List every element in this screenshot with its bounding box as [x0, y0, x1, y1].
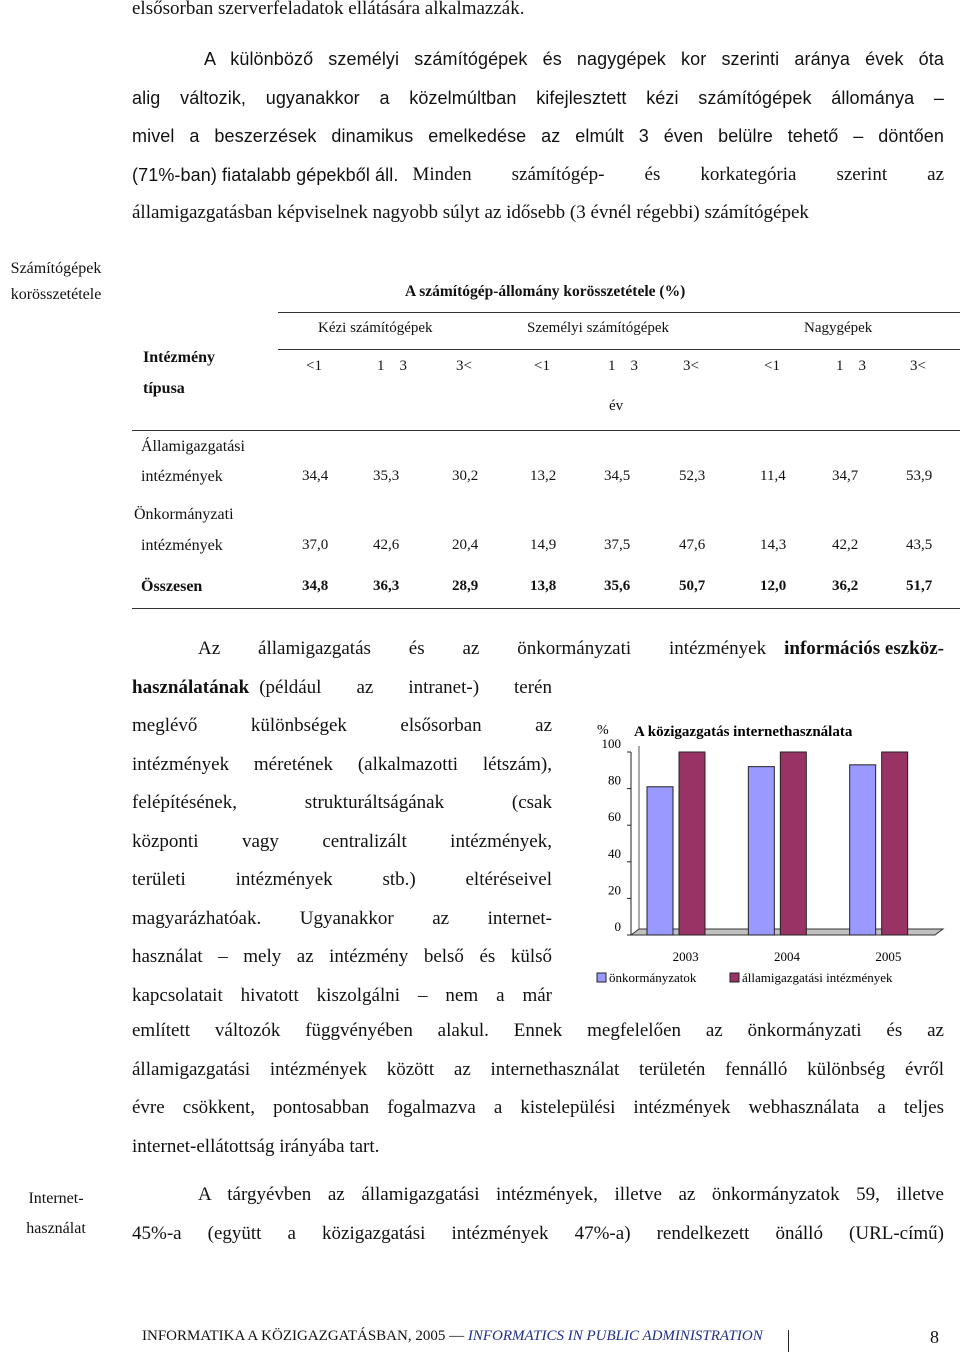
- table-cell-value: 11,4: [760, 468, 786, 484]
- footer-separator: [788, 1330, 789, 1352]
- para2-narrow-line-8: kapcsolatait hivatott kiszolgálni – nem a már: [132, 984, 552, 1006]
- table-cell-value: 37,0: [302, 537, 329, 553]
- chart-legend-swatch: [730, 973, 739, 982]
- margin-note-2-line-2: használat: [26, 1220, 86, 1237]
- top-line: [132, 0, 944, 29]
- table-cell-value: 36,3: [373, 578, 400, 594]
- table-cell-value: 43,5: [906, 537, 933, 553]
- row-label: intézmények: [141, 537, 223, 554]
- table-cell-value: 13,2: [530, 468, 557, 484]
- subheader-cell: 3<: [456, 358, 472, 374]
- footer-hungarian-title: INFORMATIKA A KÖZIGAZGATÁSBAN, 2005 —: [142, 1328, 465, 1344]
- para2-wide-line-4: internet-ellátottság irányába tart.: [132, 1135, 380, 1157]
- table-cell-value: 37,5: [604, 537, 631, 553]
- chart-y-tick-label: 20: [608, 882, 621, 898]
- chart-legend-swatch: [597, 973, 606, 982]
- margin-note-1-line-2: korösszetétele: [10, 286, 102, 303]
- chart-y-tick-label: 0: [614, 919, 621, 934]
- para1-line-1: A különböző személyi számítógépek és nagygépek kor szerinti aránya évek óta: [204, 49, 944, 69]
- table-cell-value: 53,9: [906, 468, 933, 484]
- row-label: Államigazgatási: [141, 438, 245, 455]
- para2-narrow-line-4: központi vagy centralizált intézmények,: [132, 830, 552, 852]
- para2-narrow-line-3: felépítésének, strukturáltságának (csak: [132, 792, 552, 813]
- paragraph-2: [132, 630, 944, 669]
- para2-line-1-plain: Az államigazgatás és az önkormányzati intézmények: [198, 638, 767, 659]
- chart-bar: [882, 752, 908, 935]
- para2-wide-line-2: államigazgatási intézmények között az internethasználat területén fennálló különbség évről: [132, 1058, 944, 1080]
- chart-x-tick-label: 2004: [774, 949, 800, 964]
- chart-x-tick-label: 2003: [672, 949, 699, 964]
- institution-header-line-1: Intézmény: [143, 349, 215, 366]
- para1-line-4-rest: Minden számítógép- és korkategória szerint az: [412, 163, 944, 185]
- subheader-cell: 1 3: [377, 358, 407, 374]
- chart-x-tick-label: 2005: [875, 949, 902, 964]
- subheader-cell: <1: [764, 358, 780, 374]
- chart-bar: [679, 752, 705, 935]
- para2-line-2-bold: használatának: [132, 676, 250, 698]
- subheader-cell: 3<: [910, 358, 926, 374]
- footer: [142, 1328, 763, 1345]
- chart-y-tick-label: 80: [608, 772, 621, 788]
- table-cell-value: 30,2: [452, 468, 479, 484]
- paragraph-2-wide-end: [132, 1012, 944, 1166]
- para2-line-1: [132, 630, 944, 669]
- table-cell-value: 34,5: [604, 468, 631, 484]
- para2-narrow-line-2: intézmények méretének (alkalmazotti létszám),: [132, 753, 552, 775]
- paragraph-2-narrow: [132, 669, 552, 1016]
- para2-line-1-bold: információs eszköz-: [784, 638, 944, 659]
- chart-title: A közigazgatás internethasználata: [634, 724, 853, 740]
- paragraph-1: [132, 40, 944, 233]
- institution-header-line-2: típusa: [143, 380, 185, 397]
- para2-narrow-line-6: magyarázhatóak. Ugyanakkor az internet-: [132, 907, 552, 929]
- footer-english-title: INFORMATICS IN PUBLIC ADMINISTRATION: [467, 1328, 763, 1344]
- institution-type-header: [143, 342, 215, 404]
- table-cell-value: 42,6: [373, 537, 400, 553]
- table-rule-3: [132, 430, 960, 431]
- chart-bar: [780, 752, 806, 935]
- page-number: 8: [930, 1327, 939, 1347]
- table-cell-value: 34,7: [832, 468, 859, 484]
- margin-note-1-line-1: Számítógépek: [10, 260, 102, 277]
- unit-label: év: [609, 398, 624, 414]
- para2-line-2: [132, 669, 552, 708]
- table-cell-value: 34,8: [302, 578, 329, 594]
- table-cell-value: 36,2: [832, 578, 859, 594]
- row-label: intézmények: [141, 468, 223, 485]
- para2-wide-line-3: évre csökkent, pontosabban fogalmazva a kistelepülési intézmények webhasználata a teljes: [132, 1097, 944, 1118]
- group-header-mainframe: Nagygépek: [804, 320, 873, 336]
- table-cell-value: 34,4: [302, 468, 329, 484]
- chart-y-tick-label: 100: [601, 736, 621, 751]
- chart-y-unit-label: %: [597, 723, 609, 738]
- table-cell-value: 50,7: [679, 578, 706, 594]
- table-cell-value: 35,3: [373, 468, 400, 484]
- para2-narrow-line-5: területi intézmények stb.) eltéréseivel: [132, 869, 552, 890]
- table-title: [405, 283, 685, 301]
- subheader-cell: <1: [534, 358, 550, 374]
- chart-legend: [597, 970, 893, 985]
- subheader-cell: 1 3: [836, 358, 866, 374]
- table-rule-1: [278, 312, 960, 313]
- subheader-cell: 1 3: [608, 358, 638, 374]
- para1-line-4-start: (71%-ban) fiatalabb gépekből áll.: [132, 164, 399, 185]
- paragraph-3: [132, 1176, 944, 1253]
- para3-line-2: 45%-a (együtt a közigazgatási intézmények 47%-a) rendelkezett önálló (URL-című): [132, 1222, 944, 1244]
- table-cell-value: 12,0: [760, 578, 787, 594]
- chart-bar: [850, 765, 876, 935]
- para2-wide-line-1: említett változók függvényében alakul. Ennek megfelelően az önkormányzati és az: [132, 1020, 944, 1041]
- table-cell-value: 47,6: [679, 537, 706, 553]
- chart-bar: [748, 767, 774, 935]
- para1-line-3: mivel a beszerzések dinamikus emelkedése az elmúlt 3 éven belülre tehető – döntően: [132, 126, 944, 146]
- para2-line-2-rest: (például az intranet-) terén: [259, 676, 552, 698]
- table-cell-value: 42,2: [832, 537, 859, 553]
- para1-line-4: [132, 156, 944, 195]
- chart-legend-label: államigazgatási intézmények: [742, 970, 893, 985]
- internet-usage-chart: [585, 712, 960, 997]
- table-cell-value: 20,4: [452, 537, 479, 553]
- table-cell-value: 51,7: [906, 578, 933, 594]
- para1-line-2: alig változik, ugyanakkor a közelmúltban kifejlesztett kézi számítógépek állománya –: [132, 87, 944, 108]
- margin-note-internet-use: [8, 1184, 104, 1244]
- group-header-handheld: Kézi számítógépek: [318, 320, 433, 336]
- table-title-text: A számítógép-állomány korösszetétele (%): [405, 283, 686, 300]
- table-cell-value: 13,8: [530, 578, 557, 594]
- table-cell-value: 14,3: [760, 537, 787, 553]
- table-cell-value: 28,9: [452, 578, 479, 594]
- table-rule-bottom: [132, 608, 960, 609]
- para2-narrow-line-7: használat – mely az intézmény belső és külső: [132, 946, 552, 967]
- top-line-text: elsősorban szerverfeladatok ellátására alkalmazzák.: [132, 0, 525, 19]
- para2-narrow-line-1: meglévő különbségek elsősorban az: [132, 715, 552, 736]
- margin-note-2-line-1: Internet-: [28, 1190, 84, 1207]
- para3-line-1: A tárgyévben az államigazgatási intézmények, illetve az önkormányzatok 59, illetve: [198, 1184, 944, 1205]
- subheader-cell: 3<: [683, 358, 699, 374]
- table-cell-value: 14,9: [530, 537, 557, 553]
- subheader-cell: <1: [306, 358, 322, 374]
- para1-line-5: államigazgatásban képviselnek nagyobb súlyt az idősebb (3 évnél régebbi) számítógépek: [132, 202, 809, 223]
- group-header-personal: Személyi számítógépek: [527, 320, 670, 336]
- row-label: Összesen: [141, 578, 203, 595]
- row-label: Önkormányzati: [134, 506, 234, 523]
- chart-bars: [647, 752, 908, 935]
- table-cell-value: 52,3: [679, 468, 706, 484]
- chart-legend-label: önkormányzatok: [609, 970, 697, 985]
- margin-note-computers-age: [0, 256, 112, 308]
- chart-y-tick-label: 60: [608, 809, 621, 825]
- table-cell-value: 35,6: [604, 578, 631, 594]
- chart-bar: [647, 787, 673, 935]
- chart-y-tick-label: 40: [608, 845, 621, 861]
- table-rule-2: [278, 349, 960, 350]
